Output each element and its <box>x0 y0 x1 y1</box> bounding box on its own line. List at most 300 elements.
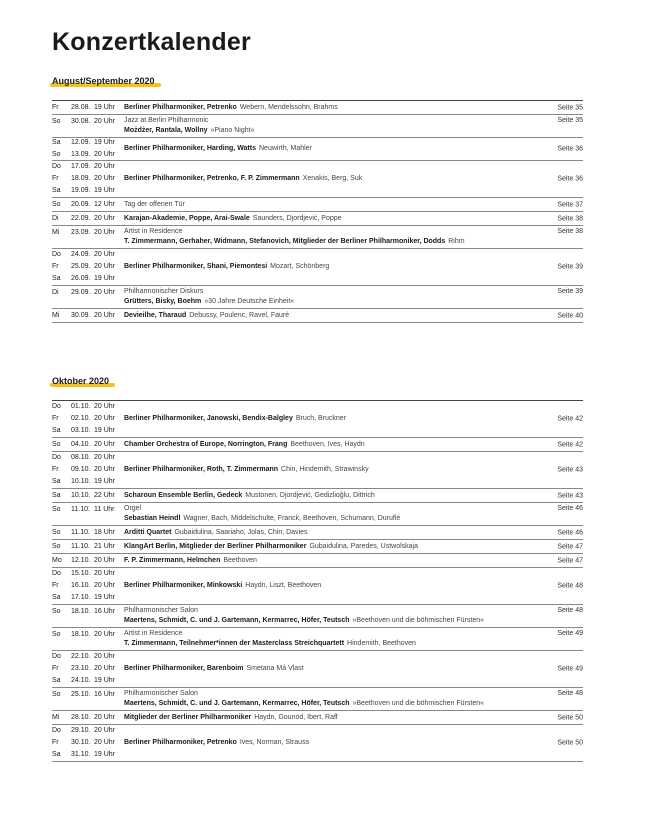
event-info <box>124 212 583 225</box>
section-title-aug-sep <box>52 76 155 86</box>
table-row <box>52 438 583 452</box>
time: 20 Uhr <box>94 289 116 296</box>
date: 10.10. <box>71 491 91 499</box>
weekday: Mi <box>52 229 60 236</box>
time: 20 Uhr <box>94 454 116 461</box>
date: 11.10. <box>71 528 90 536</box>
event-main <box>124 542 531 552</box>
weekday: Do <box>52 653 61 660</box>
date-line <box>52 663 124 675</box>
table-row <box>52 526 583 540</box>
performers: Scharoun Ensemble Berlin, Gedeck <box>124 491 243 499</box>
event-main <box>124 440 531 450</box>
event-main <box>124 528 531 538</box>
event-info <box>124 138 583 160</box>
table-row <box>52 711 583 725</box>
date: 22.09. <box>71 214 91 222</box>
weekday: Fr <box>52 665 59 672</box>
date-line <box>52 161 124 173</box>
date: 02.10. <box>71 415 91 422</box>
program: Chin, Hindemith, Strawinsky <box>281 466 369 473</box>
date: 04.10. <box>71 440 91 448</box>
program: Ives, Norman, Strauss <box>239 739 310 746</box>
weekday: Fr <box>52 263 59 270</box>
weekday: Do <box>52 163 61 170</box>
event-info <box>124 605 583 627</box>
event-info <box>124 115 583 137</box>
table-row <box>52 628 583 651</box>
date-line <box>52 592 124 604</box>
time: 20 Uhr <box>94 466 116 473</box>
event-main <box>124 144 531 154</box>
date-column <box>52 711 124 724</box>
date-line <box>52 712 124 724</box>
program: Mozart, Schönberg <box>270 263 330 270</box>
page-ref: Seite 36 <box>557 175 583 183</box>
event-info <box>124 309 583 322</box>
date: 20.09. <box>71 200 91 208</box>
date-column <box>52 138 124 160</box>
weekday: So <box>52 631 61 638</box>
page-ref: Seite 38 <box>557 228 583 235</box>
program: Beethoven, Ives, Haydn <box>290 440 365 448</box>
table-row <box>52 725 583 762</box>
date-line <box>52 490 124 502</box>
program: Webern, Mendelssohn, Brahms <box>239 103 338 111</box>
time: 19 Uhr <box>94 187 116 194</box>
section-title-text: Oktober 2020 <box>52 376 110 386</box>
table-row <box>52 568 583 605</box>
program: »30 Jahre Deutsche Einheit« <box>204 298 295 305</box>
table-row <box>52 212 583 226</box>
date-line <box>52 310 124 322</box>
date: 12.09. <box>71 139 91 146</box>
program: Bruch, Bruckner <box>295 415 347 422</box>
date: 29.10. <box>71 727 91 734</box>
date-line <box>52 555 124 567</box>
concert-table-aug-sep <box>52 100 583 323</box>
weekday: Fr <box>52 103 59 111</box>
time: 16 Uhr <box>94 691 116 698</box>
time: 20 Uhr <box>94 263 116 270</box>
event-info <box>124 489 583 502</box>
time: 20 Uhr <box>94 163 116 170</box>
date: 18.09. <box>71 175 91 182</box>
program: Saunders, Djordjević, Poppe <box>252 214 342 222</box>
page-ref: Seite 43 <box>557 492 583 499</box>
performers: Grütters, Bisky, Boehm <box>124 298 202 305</box>
time: 19 Uhr <box>94 594 116 601</box>
event-main <box>124 738 531 748</box>
date-column <box>52 286 124 308</box>
page-ref: Seite 38 <box>557 215 583 222</box>
date: 25.10. <box>71 691 91 698</box>
table-row <box>52 489 583 503</box>
page-ref: Seite 42 <box>557 441 583 448</box>
date: 17.09. <box>71 163 91 170</box>
date-column <box>52 628 124 650</box>
table-row <box>52 540 583 554</box>
date: 08.10. <box>71 454 91 461</box>
time: 19 Uhr <box>94 103 116 111</box>
date-line <box>52 213 124 225</box>
date: 15.10. <box>71 570 91 577</box>
time: 11 Uhr <box>94 506 115 513</box>
weekday: Sa <box>52 478 61 485</box>
performers: Berliner Philharmoniker, Shani, Piemontesi <box>124 263 268 270</box>
program: Mustonen, Djordjević, Gedizlioğlu, Dittrich <box>245 491 375 499</box>
time: 12 Uhr <box>94 200 116 208</box>
date-column <box>52 101 124 114</box>
program: »Beethoven und die böhmischen Fürsten« <box>352 617 485 624</box>
weekday: So <box>52 542 61 550</box>
page-ref: Seite 35 <box>557 117 583 124</box>
time: 20 Uhr <box>94 415 116 422</box>
program: Haydn, Gounod, Ibert, Raff <box>254 713 338 721</box>
date: 24.10. <box>71 677 91 684</box>
page-ref: Seite 46 <box>557 505 583 512</box>
event-info <box>124 568 583 604</box>
date-line <box>52 116 124 128</box>
event-main <box>124 616 531 626</box>
weekday: Do <box>52 403 61 410</box>
performers: Arditti Quartet <box>124 528 172 536</box>
event-main <box>124 126 531 136</box>
date: 01.10. <box>71 403 91 410</box>
date: 26.09. <box>71 275 91 282</box>
program: Gubaidulina, Saariaho, Jolas, Chin, Davies <box>174 528 308 536</box>
date: 25.09. <box>71 263 91 270</box>
date-column <box>52 401 124 437</box>
time: 16 Uhr <box>94 608 116 615</box>
page-ref: Seite 39 <box>557 288 583 295</box>
date: 30.10. <box>71 739 91 746</box>
weekday: Fr <box>52 175 59 182</box>
event-series: Philharmonischer Salon <box>124 607 198 614</box>
event-main <box>124 414 531 424</box>
table-row <box>52 115 583 138</box>
date: 23.09. <box>71 229 91 236</box>
performers: Berliner Philharmoniker, Barenboim <box>124 665 244 672</box>
time: 20 Uhr <box>94 727 116 734</box>
date-line <box>52 439 124 451</box>
event-main <box>124 214 531 224</box>
event-info <box>124 628 583 650</box>
event-series: Philharmonischer Salon <box>124 690 198 697</box>
page-ref: Seite 50 <box>557 714 583 721</box>
weekday: Fr <box>52 739 59 746</box>
program: Debussy, Poulenc, Ravel, Fauré <box>189 311 290 319</box>
performers: T. Zimmermann, Teilnehmer*innen der Masterclass Streichquartett <box>124 640 345 647</box>
date-line <box>52 541 124 553</box>
program: Tag der offenen Tür <box>124 200 185 208</box>
weekday: Sa <box>52 751 61 758</box>
performers: Devieilhe, Tharaud <box>124 311 187 319</box>
date-column <box>52 568 124 604</box>
date-column <box>52 489 124 502</box>
performers: Berliner Philharmoniker, Janowski, Bendix-Balgley <box>124 415 293 422</box>
event-info <box>124 503 583 525</box>
event-info <box>124 438 583 451</box>
table-row <box>52 688 583 711</box>
event-main <box>124 297 531 307</box>
event-main <box>124 200 531 210</box>
time: 19 Uhr <box>94 139 116 146</box>
time: 20 Uhr <box>94 631 116 638</box>
date-column <box>52 198 124 211</box>
date-line <box>52 737 124 749</box>
weekday: Do <box>52 454 61 461</box>
time: 19 Uhr <box>94 677 116 684</box>
date-line <box>52 149 124 161</box>
time: 20 Uhr <box>94 175 116 182</box>
time: 20 Uhr <box>94 214 116 222</box>
date-line <box>52 425 124 437</box>
time: 19 Uhr <box>94 275 116 282</box>
date-line <box>52 606 124 618</box>
weekday: Sa <box>52 187 61 194</box>
date: 30.08. <box>71 118 91 125</box>
weekday: Do <box>52 727 61 734</box>
performers: T. Zimmermann, Gerhaher, Widmann, Stefanovich, Mitglieder der Berliner Philharmoniker, Dodds <box>124 238 446 245</box>
concert-table-oct <box>52 400 583 762</box>
date-line <box>52 629 124 641</box>
event-main <box>124 262 531 272</box>
time: 20 Uhr <box>94 403 116 410</box>
program: »Piano Night« <box>210 127 255 134</box>
date: 09.10. <box>71 466 91 473</box>
weekday: Mo <box>52 556 62 564</box>
event-info <box>124 540 583 553</box>
table-row <box>52 286 583 309</box>
weekday: Sa <box>52 491 61 499</box>
date: 11.10. <box>71 542 90 550</box>
page-ref: Seite 39 <box>557 263 583 271</box>
section-title-oct <box>52 376 109 386</box>
time: 20 Uhr <box>94 653 116 660</box>
page-ref: Seite 40 <box>557 312 583 319</box>
weekday: Di <box>52 289 59 296</box>
page-ref: Seite 49 <box>557 630 583 637</box>
date-line <box>52 580 124 592</box>
event-info <box>124 226 583 248</box>
date-column <box>52 651 124 687</box>
page-ref: Seite 48 <box>557 607 583 614</box>
date-line <box>52 689 124 701</box>
time: 20 Uhr <box>94 118 116 125</box>
performers: Berliner Philharmoniker, Minkowski <box>124 582 243 589</box>
event-main <box>124 639 531 649</box>
table-row <box>52 651 583 688</box>
date-column <box>52 503 124 525</box>
date-line <box>52 137 124 149</box>
event-main <box>124 465 531 475</box>
date: 24.09. <box>71 251 91 258</box>
weekday: So <box>52 151 61 158</box>
event-info <box>124 401 583 437</box>
date-line <box>52 185 124 197</box>
program: Xenakis, Berg, Suk <box>302 175 363 182</box>
date-line <box>52 527 124 539</box>
date: 17.10. <box>71 594 91 601</box>
date-line <box>52 249 124 261</box>
table-row <box>52 554 583 568</box>
page-ref: Seite 47 <box>557 557 583 564</box>
page-ref: Seite 49 <box>557 665 583 673</box>
date-line <box>52 504 124 516</box>
date-column <box>52 554 124 567</box>
date: 23.10. <box>71 665 91 672</box>
performers: Chamber Orchestra of Europe, Norrington, Frang <box>124 440 288 448</box>
event-series: Philharmonischer Diskurs <box>124 288 204 295</box>
weekday: Sa <box>52 427 61 434</box>
performers: KlangArt Berlin, Mitglieder der Berliner Philharmoniker <box>124 542 307 550</box>
time: 20 Uhr <box>94 229 116 236</box>
weekday: So <box>52 440 61 448</box>
time: 20 Uhr <box>94 251 116 258</box>
date-line <box>52 464 124 476</box>
date-line <box>52 675 124 687</box>
performers: Sebastian Heindl <box>124 515 181 522</box>
time: 19 Uhr <box>94 427 116 434</box>
program: Smetana Má Vlast <box>246 665 304 672</box>
event-main <box>124 664 531 674</box>
performers: Berliner Philharmoniker, Roth, T. Zimmermann <box>124 466 279 473</box>
table-row <box>52 101 583 115</box>
weekday: Sa <box>52 677 61 684</box>
date: 12.10. <box>71 556 91 564</box>
page-ref: Seite 35 <box>557 104 583 111</box>
date-column <box>52 725 124 761</box>
time: 20 Uhr <box>94 713 116 721</box>
weekday: So <box>52 528 61 536</box>
time: 18 Uhr <box>94 528 116 536</box>
performers: Karajan-Akademie, Poppe, Arai-Swale <box>124 214 250 222</box>
time: 20 Uhr <box>94 582 116 589</box>
performers: Maertens, Schmidt, C. und J. Gartemann, Kermarrec, Höfer, Teutsch <box>124 617 350 624</box>
page-ref: Seite 36 <box>557 145 583 153</box>
weekday: Do <box>52 251 61 258</box>
event-info <box>124 161 583 197</box>
performers: Berliner Philharmoniker, Petrenko <box>124 103 237 111</box>
event-main <box>124 699 531 709</box>
date: 18.10. <box>71 608 91 615</box>
time: 19 Uhr <box>94 751 116 758</box>
date-line <box>52 568 124 580</box>
event-info <box>124 101 583 114</box>
table-row <box>52 309 583 323</box>
program: Wagner, Bach, Middelschulte, Franck, Beethoven, Schumann, Duruflé <box>183 515 401 522</box>
time: 20 Uhr <box>94 440 116 448</box>
date-line <box>52 413 124 425</box>
time: 19 Uhr <box>94 478 116 485</box>
program: Rihm <box>448 238 465 245</box>
date-column <box>52 212 124 225</box>
time: 20 Uhr <box>94 311 116 319</box>
date-line <box>52 273 124 285</box>
date-column <box>52 438 124 451</box>
date-line <box>52 102 124 114</box>
date-line <box>52 261 124 273</box>
weekday: So <box>52 691 61 698</box>
time: 20 Uhr <box>94 556 116 564</box>
event-main <box>124 556 531 566</box>
performers: F. P. Zimmermann, Helmchen <box>124 556 221 564</box>
date: 16.10. <box>71 582 91 589</box>
weekday: So <box>52 118 61 125</box>
event-info <box>124 711 583 724</box>
event-main <box>124 491 531 501</box>
date: 28.10. <box>71 713 91 721</box>
date-column <box>52 161 124 197</box>
table-row <box>52 503 583 526</box>
time: 20 Uhr <box>94 570 116 577</box>
date-column <box>52 540 124 553</box>
event-main <box>124 311 531 321</box>
table-row <box>52 226 583 249</box>
date-column <box>52 226 124 248</box>
event-info <box>124 286 583 308</box>
table-row <box>52 138 583 161</box>
event-series: Artist in Residence <box>124 228 183 235</box>
performers: Berliner Philharmoniker, Harding, Watts <box>124 145 256 152</box>
performers: Maertens, Schmidt, C. und J. Gartemann, Kermarrec, Höfer, Teutsch <box>124 700 350 707</box>
table-row <box>52 249 583 286</box>
event-info <box>124 651 583 687</box>
date-line <box>52 651 124 663</box>
weekday: So <box>52 200 61 208</box>
table-row <box>52 605 583 628</box>
event-info <box>124 554 583 567</box>
date: 10.10. <box>71 478 91 485</box>
page-ref: Seite 46 <box>557 529 583 536</box>
page-ref: Seite 37 <box>557 201 583 208</box>
performers: Berliner Philharmoniker, Petrenko, F. P. Zimmermann <box>124 175 300 182</box>
program: Hindemith, Beethoven <box>347 640 416 647</box>
table-row <box>52 198 583 212</box>
event-info <box>124 725 583 761</box>
weekday: Mi <box>52 311 60 319</box>
page-ref: Seite 48 <box>557 582 583 590</box>
date: 28.08. <box>71 103 91 111</box>
page-ref: Seite 42 <box>557 415 583 423</box>
date-column <box>52 605 124 627</box>
date-line <box>52 476 124 488</box>
event-main <box>124 237 531 247</box>
page-title: Konzertkalender <box>52 28 251 56</box>
date: 22.10. <box>71 653 91 660</box>
weekday: Sa <box>52 139 61 146</box>
event-info <box>124 526 583 539</box>
time: 20 Uhr <box>94 151 116 158</box>
date: 11.10. <box>71 506 90 513</box>
event-series: Artist in Residence <box>124 630 183 637</box>
date-line <box>52 749 124 761</box>
date-line <box>52 227 124 239</box>
event-series: Jazz at Berlin Philharmonic <box>124 117 209 124</box>
page-ref: Seite 50 <box>557 739 583 747</box>
time: 21 Uhr <box>94 542 116 550</box>
date-line <box>52 452 124 464</box>
date: 13.09. <box>71 151 91 158</box>
table-row <box>52 161 583 198</box>
table-row <box>52 401 583 438</box>
date: 03.10. <box>71 427 91 434</box>
event-main <box>124 713 531 723</box>
date: 18.10. <box>71 631 91 638</box>
program: Neuwirth, Mahler <box>259 145 312 152</box>
program: Haydn, Liszt, Beethoven <box>245 582 322 589</box>
